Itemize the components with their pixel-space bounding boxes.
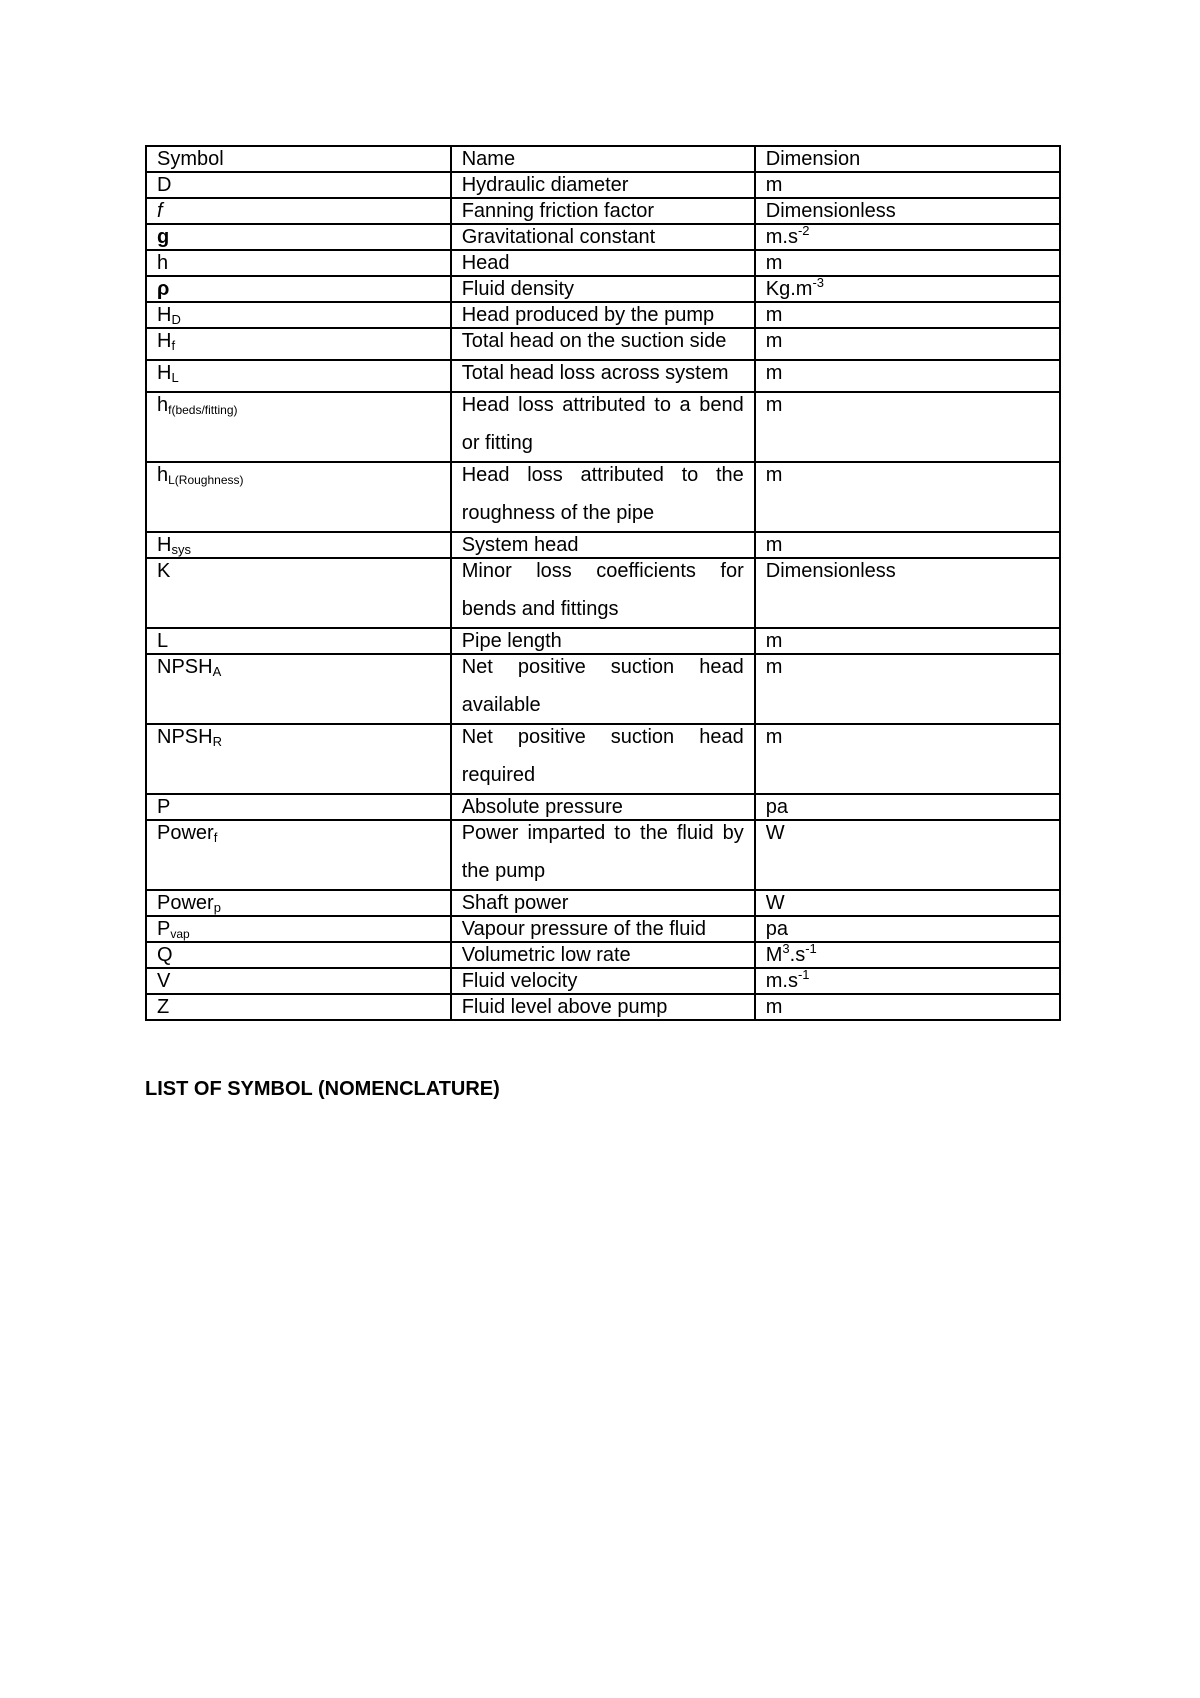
dimension-text: Kg.m: [765, 278, 813, 300]
dimension-text: Dimensionless: [765, 200, 896, 222]
table-row: [146, 250, 1060, 276]
symbol-text: g: [157, 226, 170, 248]
dimension-cell: [755, 198, 1060, 224]
dimension-text: m.s: [765, 226, 798, 248]
dimension-exponent: -1: [805, 941, 817, 956]
symbol-subscript: L(Roughness): [168, 473, 244, 487]
dimension-cell: [755, 628, 1060, 654]
symbol-cell: [146, 994, 451, 1020]
name-text: Fanning friction factor: [461, 200, 655, 222]
table-row: [146, 994, 1060, 1020]
dimension-text: m: [765, 726, 783, 748]
symbol-cell: [146, 820, 451, 890]
table-row: [146, 462, 1060, 532]
name-cell: [451, 392, 755, 462]
symbol-text: H: [157, 330, 172, 352]
nomenclature-table: [145, 145, 1061, 1021]
header-symbol: Symbol: [146, 146, 451, 172]
name-cell: [451, 994, 755, 1020]
symbol-cell: [146, 654, 451, 724]
symbol-cell: [146, 628, 451, 654]
header-dimension: Dimension: [755, 146, 1060, 172]
symbol-subscript: f(beds/fitting): [168, 403, 238, 417]
dimension-text: m: [765, 362, 783, 384]
name-text: Head: [461, 252, 510, 274]
dimension-text: m: [765, 630, 783, 652]
symbol-text: ρ: [157, 278, 170, 300]
symbol-cell: [146, 392, 451, 462]
table-row: [146, 942, 1060, 968]
dimension-cell: [755, 820, 1060, 890]
symbol-text: h: [157, 252, 169, 274]
name-cell: [451, 276, 755, 302]
symbol-text: V: [157, 970, 171, 992]
dimension-text: m.s: [765, 970, 798, 992]
symbol-cell: [146, 172, 451, 198]
symbol-subscript: L: [171, 370, 179, 385]
symbol-cell: [146, 302, 451, 328]
symbol-text: Q: [157, 944, 173, 966]
dimension-cell: [755, 392, 1060, 462]
name-text: Absolute pressure: [461, 796, 623, 818]
dimension-cell: [755, 654, 1060, 724]
name-text: Gravitational constant: [461, 226, 656, 248]
name-text: Head produced by the pump: [461, 304, 715, 326]
symbol-subscript: p: [213, 900, 221, 915]
name-text: Minor loss coefficients for bends and fittings: [461, 560, 744, 620]
dimension-cell: [755, 968, 1060, 994]
table-row: [146, 820, 1060, 890]
symbol-text: P: [157, 918, 171, 940]
symbol-cell: [146, 558, 451, 628]
dimension-cell: [755, 302, 1060, 328]
symbol-cell: [146, 890, 451, 916]
symbol-cell: [146, 968, 451, 994]
name-text: Total head loss across system: [461, 362, 729, 384]
dimension-cell: [755, 532, 1060, 558]
dimension-cell: [755, 724, 1060, 794]
dimension-text: m: [765, 464, 783, 486]
name-cell: [451, 172, 755, 198]
dimension-cell: [755, 360, 1060, 392]
table-row: [146, 276, 1060, 302]
dimension-text: pa: [765, 918, 788, 940]
name-cell: [451, 462, 755, 532]
dimension-text: m: [765, 394, 783, 416]
name-cell: [451, 558, 755, 628]
name-cell: [451, 820, 755, 890]
symbol-text: Power: [157, 892, 214, 914]
dimension-text-after: .s: [789, 944, 806, 966]
symbol-text: f: [157, 200, 163, 222]
symbol-subscript: R: [212, 734, 222, 749]
symbol-subscript: D: [171, 312, 181, 327]
dimension-text: m: [765, 534, 783, 556]
symbol-cell: [146, 198, 451, 224]
name-text: Fluid density: [461, 278, 574, 300]
table-row: [146, 392, 1060, 462]
table-header-row: [146, 146, 1060, 172]
symbol-text: H: [157, 534, 172, 556]
symbol-text: Power: [157, 822, 214, 844]
name-text: Fluid velocity: [461, 970, 578, 992]
dimension-text: Dimensionless: [765, 560, 896, 582]
symbol-cell: [146, 328, 451, 360]
table-row: [146, 916, 1060, 942]
name-text: Net positive suction head available: [461, 656, 744, 716]
symbol-text: H: [157, 362, 172, 384]
dimension-text: m: [765, 996, 783, 1018]
dimension-text: m: [765, 304, 783, 326]
symbol-subscript: sys: [171, 542, 191, 557]
dimension-cell: [755, 172, 1060, 198]
dimension-cell: [755, 224, 1060, 250]
name-text: Vapour pressure of the fluid: [461, 918, 706, 940]
name-text: Total head on the suction side: [461, 330, 727, 352]
name-text: System head: [461, 534, 579, 556]
dimension-cell: [755, 794, 1060, 820]
symbol-text: NPSH: [157, 726, 213, 748]
table-row: [146, 724, 1060, 794]
symbol-text: L: [157, 630, 169, 652]
symbol-text: h: [157, 394, 169, 416]
dimension-cell: [755, 558, 1060, 628]
name-text: Head loss attributed to a bend or fitting: [461, 394, 744, 454]
name-cell: [451, 916, 755, 942]
symbol-subscript: vap: [170, 927, 190, 941]
symbol-text: K: [157, 560, 171, 582]
dimension-cell: [755, 462, 1060, 532]
dimension-cell: [755, 994, 1060, 1020]
name-cell: [451, 968, 755, 994]
name-text: Hydraulic diameter: [461, 174, 629, 196]
symbol-cell: [146, 916, 451, 942]
symbol-cell: [146, 794, 451, 820]
symbol-cell: [146, 224, 451, 250]
name-text: Pipe length: [461, 630, 562, 652]
symbol-cell: [146, 250, 451, 276]
symbol-subscript: f: [213, 830, 218, 845]
name-cell: [451, 890, 755, 916]
table-row: [146, 172, 1060, 198]
symbol-text: h: [157, 464, 169, 486]
dimension-cell: [755, 250, 1060, 276]
symbol-text: H: [157, 304, 172, 326]
name-cell: [451, 250, 755, 276]
dimension-cell: [755, 916, 1060, 942]
dimension-text: m: [765, 252, 783, 274]
name-text: Head loss attributed to the roughness of the pipe: [461, 464, 744, 524]
dimension-cell: [755, 328, 1060, 360]
table-row: [146, 654, 1060, 724]
name-text: Net positive suction head required: [461, 726, 744, 786]
dimension-text: W: [765, 892, 785, 914]
table-row: [146, 890, 1060, 916]
table-caption: LIST OF SYMBOL (NOMENCLATURE): [145, 1078, 500, 1100]
symbol-cell: [146, 462, 451, 532]
symbol-cell: [146, 276, 451, 302]
name-cell: [451, 942, 755, 968]
name-text: Fluid level above pump: [461, 996, 668, 1018]
dimension-exponent: 3: [782, 941, 790, 956]
name-cell: [451, 198, 755, 224]
dimension-text: m: [765, 330, 783, 352]
name-text: Power imparted to the fluid by the pump: [461, 822, 744, 882]
table-row: [146, 968, 1060, 994]
symbol-text: D: [157, 174, 172, 196]
dimension-cell: [755, 276, 1060, 302]
table-row: [146, 224, 1060, 250]
symbol-subscript: f: [171, 338, 176, 353]
symbol-text: Z: [157, 996, 170, 1018]
dimension-exponent: -3: [812, 275, 824, 290]
dimension-text: pa: [765, 796, 788, 818]
table-row: [146, 198, 1060, 224]
dimension-exponent: -2: [797, 223, 810, 238]
dimension-text: W: [765, 822, 785, 844]
name-cell: [451, 224, 755, 250]
symbol-subscript: A: [212, 664, 222, 679]
name-text: Shaft power: [461, 892, 569, 914]
symbol-text: NPSH: [157, 656, 213, 678]
dimension-text: M: [765, 944, 783, 966]
symbol-cell: [146, 360, 451, 392]
header-name: Name: [451, 146, 755, 172]
name-text: Volumetric low rate: [461, 944, 631, 966]
symbol-cell: [146, 532, 451, 558]
name-cell: [451, 724, 755, 794]
symbol-cell: [146, 724, 451, 794]
name-cell: [451, 654, 755, 724]
dimension-text: m: [765, 656, 783, 678]
table-row: [146, 558, 1060, 628]
dimension-text: m: [765, 174, 783, 196]
dimension-cell: [755, 890, 1060, 916]
symbol-text: P: [157, 796, 171, 818]
dimension-exponent: -1: [797, 967, 810, 982]
dimension-cell: [755, 942, 1060, 968]
symbol-cell: [146, 942, 451, 968]
